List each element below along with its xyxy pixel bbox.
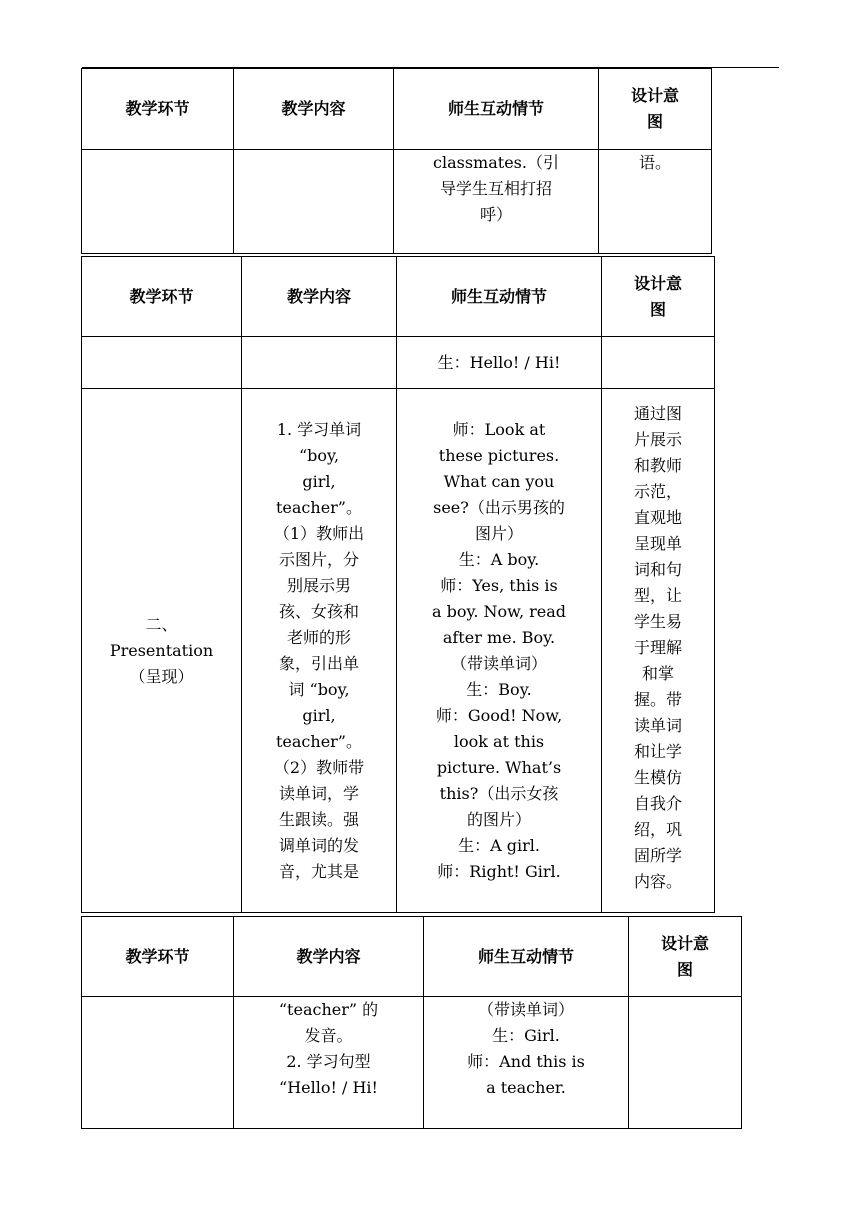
interaction-cell: classmates.（引 导学生互相打招 呼） xyxy=(394,150,599,254)
stage-cell xyxy=(82,997,234,1129)
content-cell: 1. 学习单词 “boy, girl, teacher”。 （1）教师出 示图片，分 别展示男 孩、女孩和 老师的形 象，引出单 词 “boy, girl, teacher”。 （2）教师带 读单词，学 生跟读。强 调单词的发 音，尤其是 xyxy=(242,389,397,913)
header-design: 设计意 图 xyxy=(629,917,742,997)
header-design: 设计意 图 xyxy=(602,257,715,337)
header-content: 教学内容 xyxy=(242,257,397,337)
header-interaction: 师生互动情节 xyxy=(424,917,629,997)
design-cell: 通过图 片展示 和教师 示范， 直观地 呈现单 词和句 型，让 学生易 于理解 和掌 握。带 读单词 和让学 生模仿 自我介 绍，巩 固所学 内容。 xyxy=(602,389,715,913)
table-row xyxy=(82,997,742,1129)
header-stage: 教学环节 xyxy=(82,69,234,150)
lesson-table-1 xyxy=(81,68,712,254)
design-cell xyxy=(602,337,715,389)
design-cell: 语。 xyxy=(599,150,712,254)
interaction-cell: （带读单词） 生：Girl. 师：And this is a teacher. xyxy=(424,997,629,1129)
content-cell xyxy=(242,337,397,389)
stage-cell xyxy=(82,337,242,389)
stage-cell: 二、 Presentation （呈现） xyxy=(82,389,242,913)
lesson-table-2 xyxy=(81,256,715,913)
header-row xyxy=(82,257,715,337)
content-cell: “teacher” 的 发音。 2. 学习句型 “Hello! / Hi! xyxy=(234,997,424,1129)
interaction-cell: 师：Look at these pictures. What can you see?（出示男孩的 图片） 生：A boy. 师：Yes, this is a boy. Now, read after me. Boy. （带读单词） 生：Boy. 师：Good! Now, look at this picture. What’s this?（出示女孩 的图片） 生：A girl. 师：Right! Girl. xyxy=(397,389,602,913)
table-row xyxy=(82,150,712,254)
header-row xyxy=(82,917,742,997)
table-row xyxy=(82,337,715,389)
interaction-cell: 生：Hello! / Hi! xyxy=(397,337,602,389)
header-stage: 教学环节 xyxy=(82,257,242,337)
content-cell xyxy=(234,150,394,254)
header-content: 教学内容 xyxy=(234,917,424,997)
design-cell xyxy=(629,997,742,1129)
header-interaction: 师生互动情节 xyxy=(397,257,602,337)
table-row xyxy=(82,389,715,913)
lesson-table-3 xyxy=(81,916,742,1129)
header-design: 设计意 图 xyxy=(599,69,712,150)
header-interaction: 师生互动情节 xyxy=(394,69,599,150)
header-row xyxy=(82,69,712,150)
header-stage: 教学环节 xyxy=(82,917,234,997)
header-content: 教学内容 xyxy=(234,69,394,150)
stage-cell xyxy=(82,150,234,254)
